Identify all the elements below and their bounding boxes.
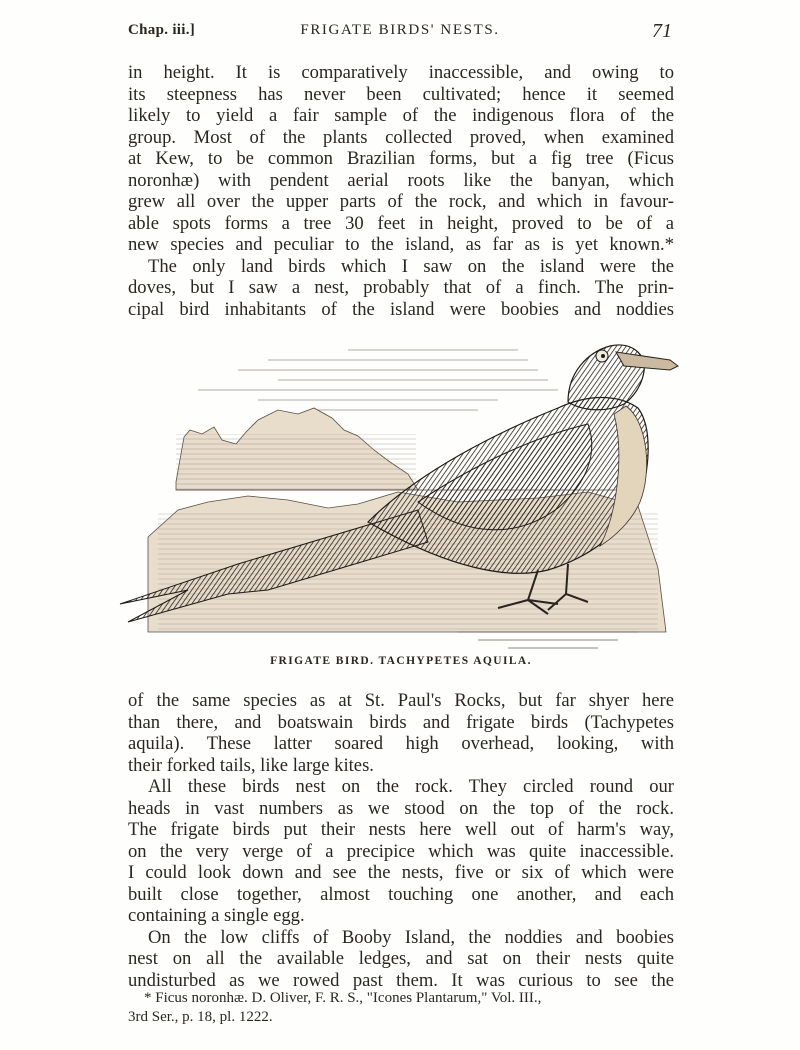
chapter-label: Chap. iii.] bbox=[128, 22, 196, 38]
text-line: able spots forms a tree 30 feet in height, proved to be of a bbox=[128, 212, 674, 234]
footnote-line: 3rd Ser., p. 18, pl. 1222. bbox=[128, 1009, 273, 1025]
text-line: its steepness has never been cultivated; hence it seemed bbox=[128, 83, 674, 105]
text-line: All these birds nest on the rock. They circled round our bbox=[148, 776, 674, 797]
text-line: of the same species as at St. Paul's Rocks, but far shyer here bbox=[128, 690, 674, 711]
text-line: in height. It is comparatively inaccessible, and owing to bbox=[128, 62, 674, 83]
text-line: I could look down and see the nests, five or six of which were bbox=[128, 862, 674, 883]
text-line: undisturbed as we rowed past them. It was curious to see the bbox=[128, 969, 674, 991]
running-title: FRIGATE BIRDS' NESTS. bbox=[300, 22, 500, 38]
frigate-bird-illustration bbox=[118, 332, 684, 654]
text-line: aquila). These latter soared high overhead, looking, with bbox=[128, 733, 674, 754]
text-line: cipal bird inhabitants of the island were boobies and noddies bbox=[128, 298, 674, 320]
bird-pupil bbox=[601, 354, 605, 358]
body-text-bottom bbox=[128, 690, 674, 991]
text-line: doves, but I saw a nest, probably that of a finch. The prin- bbox=[128, 277, 674, 298]
sky-strokes bbox=[198, 350, 558, 410]
footnote bbox=[128, 989, 674, 1027]
text-line: at Kew, to be common Brazilian forms, but a fig tree (Ficus bbox=[128, 148, 674, 169]
text-line: grew all over the upper parts of the rock, and which in favour- bbox=[128, 191, 674, 212]
text-line: nest on all the available ledges, and sat on their nests quite bbox=[128, 948, 674, 969]
text-line: On the low cliffs of Booby Island, the noddies and boobies bbox=[148, 926, 674, 948]
body-text-top bbox=[128, 62, 674, 320]
text-line: on the very verge of a precipice which was quite inaccessible. bbox=[128, 840, 674, 862]
page-number: 71 bbox=[652, 20, 672, 42]
text-line: new species and peculiar to the island, as far as is yet known.* bbox=[128, 234, 674, 255]
text-line: noronhæ) with pendent aerial roots like the banyan, which bbox=[128, 169, 674, 191]
text-line: likely to yield a fair sample of the indigenous flora of the bbox=[128, 105, 674, 126]
cliff-shading bbox=[176, 434, 416, 490]
figure-caption: FRIGATE BIRD. TACHYPETES AQUILA. bbox=[270, 655, 532, 667]
text-line: built close together, almost touching one another, and each bbox=[128, 883, 674, 905]
text-line: group. Most of the plants collected proved, when examined bbox=[128, 126, 674, 148]
footnote-line: * Ficus noronhæ. D. Oliver, F. R. S., "Icones Plantarum," Vol. III., bbox=[144, 990, 542, 1006]
text-line: The only land birds which I saw on the island were the bbox=[148, 255, 674, 277]
text-line: heads in vast numbers as we stood on the top of the rock. bbox=[128, 797, 674, 819]
running-header bbox=[128, 20, 672, 44]
text-line: than there, and boatswain birds and frigate birds (Tachypetes bbox=[128, 711, 674, 733]
ground-strokes bbox=[458, 632, 638, 648]
text-line: The frigate birds put their nests here well out of harm's way, bbox=[128, 819, 674, 840]
text-line: their forked tails, like large kites. bbox=[128, 754, 374, 776]
text-line: containing a single egg. bbox=[128, 905, 305, 926]
